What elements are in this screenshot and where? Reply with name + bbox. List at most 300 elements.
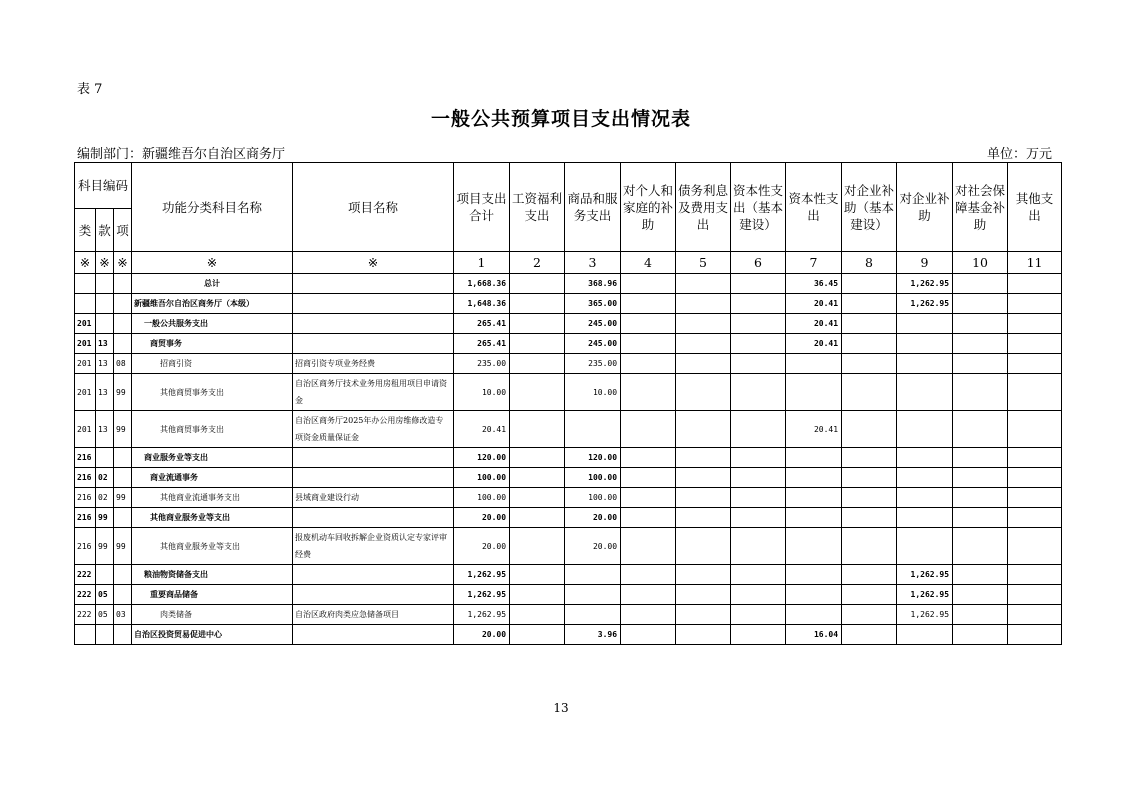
table-row (75, 508, 1062, 528)
cell-value (731, 565, 786, 585)
cell-value: 120.00 (454, 448, 510, 468)
cell-value (676, 585, 731, 605)
col-number: 11 (1008, 252, 1062, 274)
cell-value: 100.00 (565, 488, 621, 508)
table-row (75, 411, 1062, 448)
cell-func-name: 重要商品储备 (132, 585, 293, 605)
cell-func-name: 一般公共服务支出 (132, 314, 293, 334)
cell-value (676, 605, 731, 625)
cell-value: 20.00 (454, 528, 510, 565)
cell-value (510, 528, 565, 565)
cell-value (731, 528, 786, 565)
cell-func-name: 自治区投资贸易促进中心 (132, 625, 293, 645)
cell-lei (75, 625, 96, 645)
cell-kuan: 99 (96, 528, 114, 565)
cell-value (786, 528, 842, 565)
cell-func-name: 总计 (132, 274, 293, 294)
cell-value: 368.96 (565, 274, 621, 294)
cell-lei (75, 294, 96, 314)
cell-lei (75, 274, 96, 294)
cell-value (510, 274, 565, 294)
cell-lei: 201 (75, 411, 96, 448)
cell-kuan: 02 (96, 488, 114, 508)
header-proj-name: 项目名称 (293, 163, 454, 252)
col-number: 3 (565, 252, 621, 274)
cell-value (676, 314, 731, 334)
table-row (75, 294, 1062, 314)
header-col-5: 债务利息及费用支出 (676, 163, 731, 252)
cell-value (676, 468, 731, 488)
col-number: 8 (842, 252, 897, 274)
cell-xiang: 99 (114, 411, 132, 448)
cell-proj-name: 自治区商务厅2025年办公用房维修改造专项资金质量保证金 (293, 411, 454, 448)
cell-value (786, 374, 842, 411)
cell-value (842, 565, 897, 585)
cell-value (842, 585, 897, 605)
cell-value (676, 274, 731, 294)
cell-value (621, 314, 676, 334)
cell-value (953, 334, 1008, 354)
page-number: 13 (553, 701, 569, 715)
cell-value (510, 488, 565, 508)
header-kuan: 款 (96, 209, 114, 252)
cell-value (510, 294, 565, 314)
cell-proj-name: 县域商业建设行动 (293, 488, 454, 508)
cell-xiang: 99 (114, 488, 132, 508)
cell-func-name: 其他商业服务业等支出 (132, 508, 293, 528)
cell-value: 1,262.95 (897, 565, 953, 585)
cell-proj-name (293, 508, 454, 528)
cell-proj-name: 招商引资专项业务经费 (293, 354, 454, 374)
col-number: 5 (676, 252, 731, 274)
cell-value (510, 334, 565, 354)
header-col-6: 资本性支出（基本建设） (731, 163, 786, 252)
cell-value (1008, 508, 1062, 528)
cell-value (842, 374, 897, 411)
cell-value (897, 374, 953, 411)
cell-value (897, 508, 953, 528)
cell-value: 1,262.95 (897, 585, 953, 605)
cell-value: 20.41 (786, 314, 842, 334)
cell-proj-name: 报废机动车回收拆解企业资质认定专家评审经费 (293, 528, 454, 565)
table-row (75, 565, 1062, 585)
cell-value (621, 354, 676, 374)
cell-value (731, 488, 786, 508)
cell-value: 100.00 (454, 468, 510, 488)
cell-value (565, 605, 621, 625)
cell-value (731, 294, 786, 314)
cell-func-name: 商贸事务 (132, 334, 293, 354)
cell-xiang (114, 565, 132, 585)
cell-value (565, 565, 621, 585)
cell-value (953, 294, 1008, 314)
cell-value (897, 488, 953, 508)
cell-xiang (114, 448, 132, 468)
cell-kuan (96, 565, 114, 585)
table-row (75, 585, 1062, 605)
header-col-7: 资本性支出 (786, 163, 842, 252)
cell-value: 20.00 (565, 528, 621, 565)
cell-value (953, 354, 1008, 374)
cell-proj-name (293, 448, 454, 468)
cell-value (621, 528, 676, 565)
cell-func-name: 其他商贸事务支出 (132, 374, 293, 411)
cell-value (621, 411, 676, 448)
cell-value (1008, 565, 1062, 585)
cell-proj-name (293, 565, 454, 585)
cell-value (786, 354, 842, 374)
cell-value (897, 468, 953, 488)
mark-cell: ※ (132, 252, 293, 274)
cell-value (676, 528, 731, 565)
cell-value (621, 374, 676, 411)
cell-value: 1,262.95 (454, 565, 510, 585)
cell-func-name: 其他商业流通事务支出 (132, 488, 293, 508)
cell-value (621, 274, 676, 294)
col-number: 7 (786, 252, 842, 274)
cell-xiang (114, 508, 132, 528)
cell-value (731, 625, 786, 645)
cell-func-name: 肉类储备 (132, 605, 293, 625)
table-row (75, 468, 1062, 488)
cell-func-name: 其他商业服务业等支出 (132, 528, 293, 565)
col-number: 1 (454, 252, 510, 274)
cell-value (953, 528, 1008, 565)
cell-value (786, 448, 842, 468)
cell-xiang (114, 625, 132, 645)
header-col-10: 对社会保障基金补助 (953, 163, 1008, 252)
cell-xiang (114, 334, 132, 354)
cell-value (621, 508, 676, 528)
cell-proj-name: 自治区政府肉类应急储备项目 (293, 605, 454, 625)
cell-value (953, 508, 1008, 528)
table-row (75, 528, 1062, 565)
cell-lei: 201 (75, 354, 96, 374)
cell-kuan: 13 (96, 334, 114, 354)
cell-value (621, 565, 676, 585)
cell-value (731, 605, 786, 625)
cell-kuan (96, 448, 114, 468)
cell-lei: 222 (75, 585, 96, 605)
cell-value (897, 625, 953, 645)
cell-value (786, 468, 842, 488)
cell-value (953, 585, 1008, 605)
cell-kuan (96, 274, 114, 294)
cell-kuan (96, 314, 114, 334)
cell-value (676, 448, 731, 468)
mark-cell: ※ (114, 252, 132, 274)
cell-lei: 201 (75, 374, 96, 411)
cell-value (510, 625, 565, 645)
cell-value (953, 625, 1008, 645)
cell-value: 265.41 (454, 334, 510, 354)
cell-xiang: 99 (114, 528, 132, 565)
cell-lei: 222 (75, 605, 96, 625)
cell-value (953, 411, 1008, 448)
cell-value (1008, 314, 1062, 334)
mark-cell: ※ (75, 252, 96, 274)
cell-value (510, 565, 565, 585)
cell-value (510, 314, 565, 334)
col-number: 6 (731, 252, 786, 274)
cell-value (786, 605, 842, 625)
cell-value (510, 508, 565, 528)
cell-value (1008, 354, 1062, 374)
cell-kuan: 05 (96, 585, 114, 605)
cell-value: 10.00 (565, 374, 621, 411)
cell-value (953, 314, 1008, 334)
cell-lei: 216 (75, 488, 96, 508)
cell-value (621, 448, 676, 468)
col-number: 2 (510, 252, 565, 274)
cell-value (621, 625, 676, 645)
cell-value (676, 374, 731, 411)
cell-value (731, 448, 786, 468)
cell-proj-name (293, 468, 454, 488)
cell-lei: 222 (75, 565, 96, 585)
cell-value: 365.00 (565, 294, 621, 314)
cell-kuan: 13 (96, 411, 114, 448)
budget-table (74, 162, 1062, 645)
table-row (75, 354, 1062, 374)
cell-value (1008, 334, 1062, 354)
header-col-1: 项目支出合计 (454, 163, 510, 252)
cell-kuan: 05 (96, 605, 114, 625)
cell-value: 245.00 (565, 314, 621, 334)
cell-value: 265.41 (454, 314, 510, 334)
cell-lei: 216 (75, 508, 96, 528)
cell-value: 1,262.95 (897, 274, 953, 294)
cell-proj-name (293, 294, 454, 314)
cell-value (953, 274, 1008, 294)
cell-value (953, 488, 1008, 508)
header-lei: 类 (75, 209, 96, 252)
cell-value (731, 274, 786, 294)
cell-proj-name (293, 274, 454, 294)
cell-value (676, 625, 731, 645)
cell-value (1008, 274, 1062, 294)
cell-value (786, 488, 842, 508)
cell-value (510, 468, 565, 488)
cell-value (676, 354, 731, 374)
cell-value (510, 411, 565, 448)
table-row (75, 374, 1062, 411)
cell-value (621, 605, 676, 625)
cell-proj-name: 自治区商务厅技术业务用房租用项目申请资金 (293, 374, 454, 411)
cell-value (731, 468, 786, 488)
header-col-9: 对企业补助 (897, 163, 953, 252)
cell-value (1008, 605, 1062, 625)
table-tag: 表 7 (77, 82, 103, 97)
cell-value (621, 468, 676, 488)
cell-value: 245.00 (565, 334, 621, 354)
cell-value (842, 508, 897, 528)
cell-proj-name (293, 585, 454, 605)
cell-value (897, 448, 953, 468)
cell-value (621, 294, 676, 314)
cell-value (731, 354, 786, 374)
cell-value (897, 411, 953, 448)
table-row (75, 448, 1062, 468)
cell-value (621, 334, 676, 354)
cell-value (510, 585, 565, 605)
table-row (75, 274, 1062, 294)
cell-value: 20.00 (454, 625, 510, 645)
cell-value (1008, 528, 1062, 565)
cell-value (510, 605, 565, 625)
cell-lei: 216 (75, 448, 96, 468)
cell-value (897, 528, 953, 565)
cell-kuan (96, 625, 114, 645)
cell-value (842, 488, 897, 508)
cell-value: 1,262.95 (454, 605, 510, 625)
cell-kuan: 02 (96, 468, 114, 488)
cell-value: 20.41 (454, 411, 510, 448)
cell-xiang (114, 274, 132, 294)
cell-value (786, 508, 842, 528)
cell-value: 20.41 (786, 411, 842, 448)
header-code-group: 科目编码 (75, 163, 132, 209)
cell-func-name: 粮油物资储备支出 (132, 565, 293, 585)
cell-value (731, 314, 786, 334)
col-number: 9 (897, 252, 953, 274)
cell-value (953, 605, 1008, 625)
cell-value (1008, 488, 1062, 508)
page-title: 一般公共预算项目支出情况表 (430, 108, 691, 130)
cell-func-name: 新疆维吾尔自治区商务厅（本级） (132, 294, 293, 314)
cell-value (676, 565, 731, 585)
dept-label: 编制部门：新疆维吾尔自治区商务厅 (77, 147, 286, 162)
cell-value (842, 274, 897, 294)
cell-value (731, 585, 786, 605)
cell-value (565, 411, 621, 448)
header-col-8: 对企业补助（基本建设） (842, 163, 897, 252)
cell-value: 1,648.36 (454, 294, 510, 314)
col-number: 10 (953, 252, 1008, 274)
cell-value: 3.96 (565, 625, 621, 645)
cell-value (786, 585, 842, 605)
header-col-3: 商品和服务支出 (565, 163, 621, 252)
cell-kuan: 99 (96, 508, 114, 528)
cell-xiang: 03 (114, 605, 132, 625)
cell-kuan: 13 (96, 354, 114, 374)
cell-value: 36.45 (786, 274, 842, 294)
cell-kuan: 13 (96, 374, 114, 411)
cell-xiang: 08 (114, 354, 132, 374)
cell-func-name: 招商引资 (132, 354, 293, 374)
cell-value (1008, 448, 1062, 468)
cell-proj-name (293, 625, 454, 645)
header-col-4: 对个人和家庭的补助 (621, 163, 676, 252)
cell-value (731, 411, 786, 448)
cell-kuan (96, 294, 114, 314)
cell-value (842, 625, 897, 645)
cell-value (1008, 585, 1062, 605)
table-row (75, 314, 1062, 334)
cell-lei: 201 (75, 314, 96, 334)
cell-value (676, 334, 731, 354)
cell-value (1008, 294, 1062, 314)
cell-value: 20.00 (565, 508, 621, 528)
cell-value (1008, 374, 1062, 411)
cell-func-name: 其他商贸事务支出 (132, 411, 293, 448)
cell-xiang (114, 294, 132, 314)
cell-value: 1,262.95 (897, 294, 953, 314)
header-func-name: 功能分类科目名称 (132, 163, 293, 252)
table-row (75, 334, 1062, 354)
cell-proj-name (293, 314, 454, 334)
cell-value (621, 488, 676, 508)
cell-value (842, 334, 897, 354)
cell-value (1008, 625, 1062, 645)
unit-label: 单位：万元 (986, 147, 1052, 162)
cell-value (842, 354, 897, 374)
cell-value: 120.00 (565, 448, 621, 468)
cell-value (953, 468, 1008, 488)
cell-value (510, 448, 565, 468)
cell-value (953, 374, 1008, 411)
cell-xiang (114, 585, 132, 605)
cell-value (1008, 411, 1062, 448)
cell-value (842, 411, 897, 448)
cell-value (842, 528, 897, 565)
header-xiang: 项 (114, 209, 132, 252)
header-col-11: 其他支出 (1008, 163, 1062, 252)
cell-xiang: 99 (114, 374, 132, 411)
cell-value (842, 448, 897, 468)
cell-value (510, 354, 565, 374)
mark-cell: ※ (293, 252, 454, 274)
cell-value (953, 448, 1008, 468)
table-row (75, 625, 1062, 645)
header-col-2: 工资福利支出 (510, 163, 565, 252)
cell-value (1008, 468, 1062, 488)
table-row (75, 605, 1062, 625)
cell-value (676, 411, 731, 448)
cell-value (731, 374, 786, 411)
cell-lei: 201 (75, 334, 96, 354)
col-number: 4 (621, 252, 676, 274)
cell-value (731, 334, 786, 354)
cell-lei: 216 (75, 528, 96, 565)
cell-value: 1,262.95 (454, 585, 510, 605)
cell-lei: 216 (75, 468, 96, 488)
cell-value: 100.00 (454, 488, 510, 508)
cell-value: 10.00 (454, 374, 510, 411)
table-body (75, 274, 1062, 645)
cell-value (842, 605, 897, 625)
cell-value: 20.41 (786, 294, 842, 314)
cell-value (565, 585, 621, 605)
cell-value (621, 585, 676, 605)
cell-xiang (114, 314, 132, 334)
cell-value (842, 294, 897, 314)
cell-value: 1,668.36 (454, 274, 510, 294)
cell-value (842, 314, 897, 334)
cell-value (676, 508, 731, 528)
cell-value (786, 565, 842, 585)
cell-value (676, 294, 731, 314)
cell-value (731, 508, 786, 528)
cell-value: 235.00 (454, 354, 510, 374)
cell-value: 20.00 (454, 508, 510, 528)
table-row (75, 488, 1062, 508)
cell-proj-name (293, 334, 454, 354)
cell-value (953, 565, 1008, 585)
cell-value (676, 488, 731, 508)
cell-func-name: 商业服务业等支出 (132, 448, 293, 468)
mark-cell: ※ (96, 252, 114, 274)
